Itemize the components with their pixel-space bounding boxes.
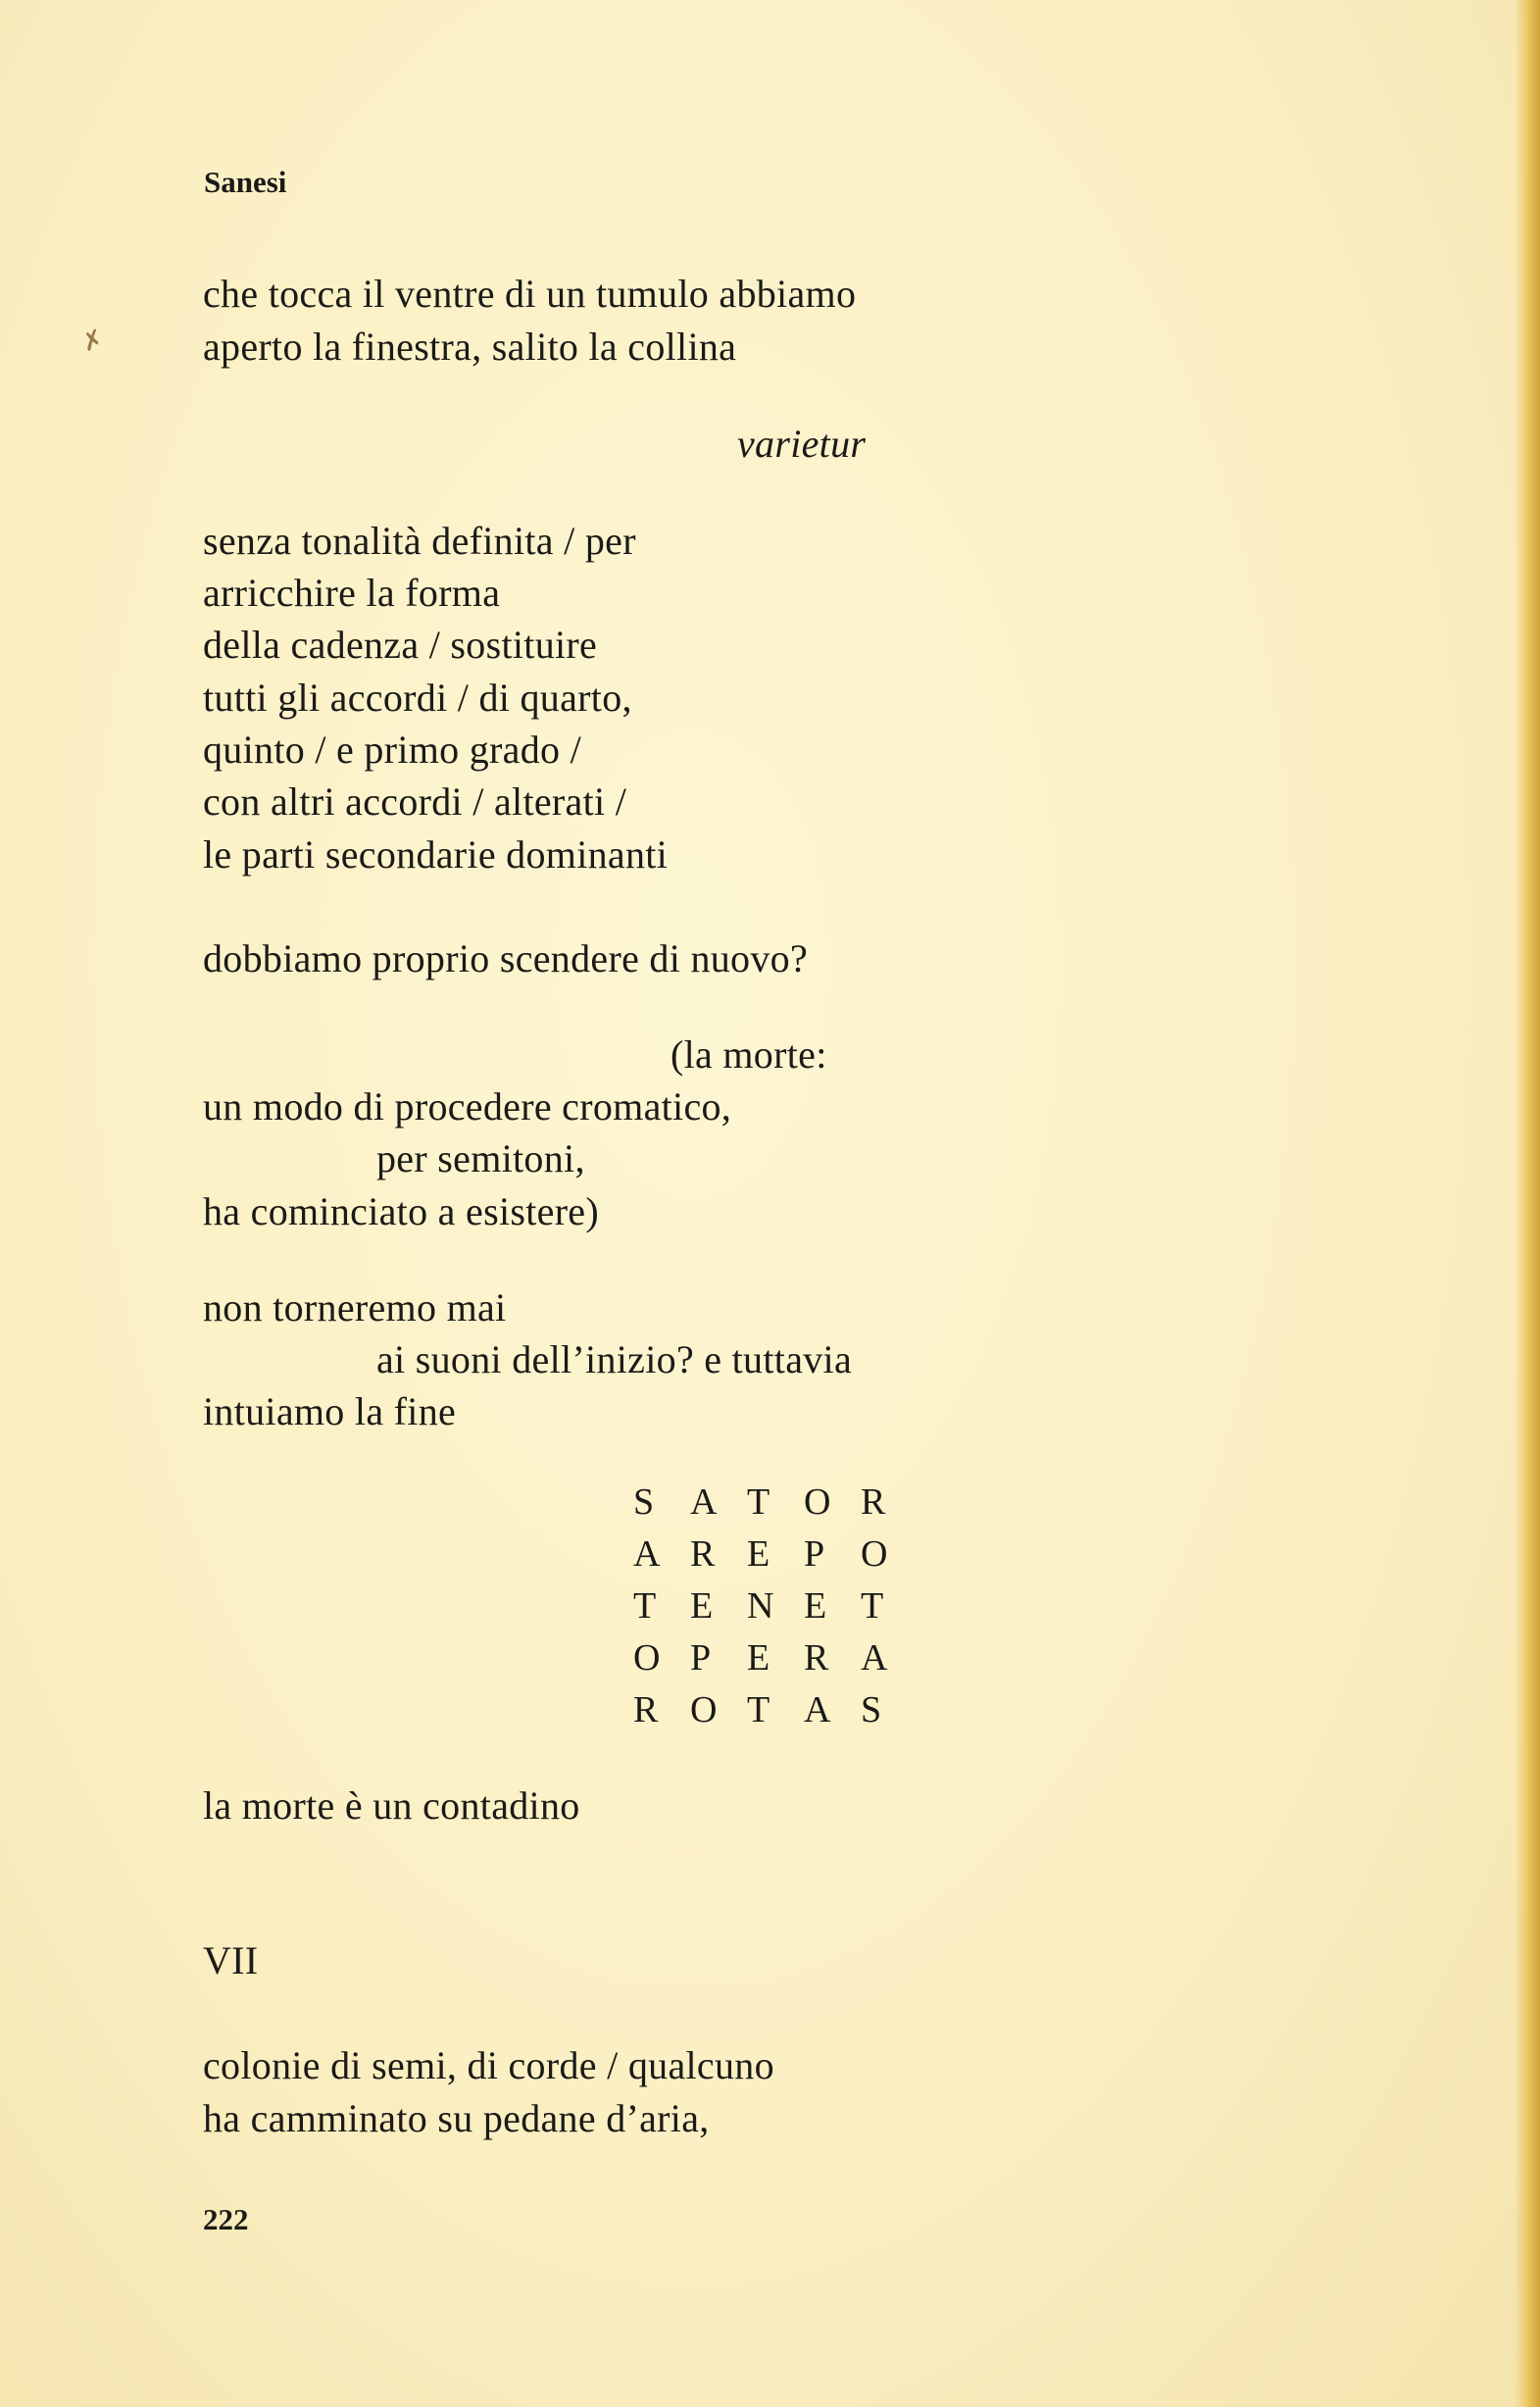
sator-letter: O [804,1480,831,1523]
sator-letter: E [747,1532,770,1575]
poem-line: non torneremo mai [203,1285,507,1329]
sator-letter: S [633,1480,655,1523]
sator-letter: T [633,1584,657,1627]
sator-row [633,1528,918,1580]
sator-letter: A [690,1480,718,1523]
sator-letter: N [747,1584,774,1627]
poem-line: quinto / e primo grado / [203,727,582,772]
sator-letter: R [804,1636,829,1679]
sator-letter: E [690,1584,714,1627]
poem-line: colonie di semi, di corde / qualcuno [203,2043,774,2087]
sator-letter: T [747,1480,770,1523]
sator-letter: A [861,1636,888,1679]
poem-line: per semitoni, [376,1136,585,1180]
sator-letter: E [747,1636,770,1679]
poem-line: un modo di procedere cromatico, [203,1084,732,1128]
section-heading: VII [203,1938,259,1982]
poem-line: che tocca il ventre di un tumulo abbiamo [203,272,857,316]
sator-letter: O [861,1532,888,1575]
running-header: Sanesi [204,165,287,199]
sator-letter: A [633,1532,661,1575]
sator-letter: T [747,1688,770,1730]
poem-line: la morte è un contadino [203,1783,580,1828]
section-epigraph: varietur [737,422,867,466]
poem-line: arricchire la forma [203,571,501,615]
page-number: 222 [203,2202,249,2236]
sator-letter: E [804,1584,827,1627]
poem-line: ha camminato su pedane d’aria, [203,2096,710,2140]
poem-line: tutti gli accordi / di quarto, [203,676,632,720]
sator-letter: P [804,1532,825,1575]
sator-row [633,1580,918,1631]
poem-line: della cadenza / sostituire [203,623,598,667]
sator-letter: T [861,1584,884,1627]
sator-letter: R [690,1532,716,1575]
sator-letter: A [804,1688,831,1730]
sator-row [633,1683,918,1735]
sator-letter: R [861,1480,886,1523]
poem-line: dobbiamo proprio scendere di nuovo? [203,936,809,980]
sator-letter: R [633,1688,659,1730]
poem-line: senza tonalità definita / per [203,519,636,563]
poem-line: ai suoni dell’inizio? e tuttavia [376,1337,853,1381]
ink-mark-icon: ✗ [77,324,108,358]
sator-letter: O [690,1688,718,1730]
sator-row [633,1476,918,1528]
poem-line: le parti secondarie dominanti [203,832,669,877]
sator-letter: O [633,1636,661,1679]
sator-row [633,1631,918,1683]
poem-line: (la morte: [671,1032,827,1077]
sator-letter: S [861,1688,882,1730]
page-edge [1515,0,1540,2407]
poem-line: intuiamo la fine [203,1389,457,1433]
sator-letter: P [690,1636,712,1679]
poem-line: ha cominciato a esistere) [203,1189,599,1233]
sator-square [633,1476,918,1735]
poem-line: con altri accordi / alterati / [203,779,627,824]
poem-line: aperto la finestra, salito la collina [203,325,737,369]
